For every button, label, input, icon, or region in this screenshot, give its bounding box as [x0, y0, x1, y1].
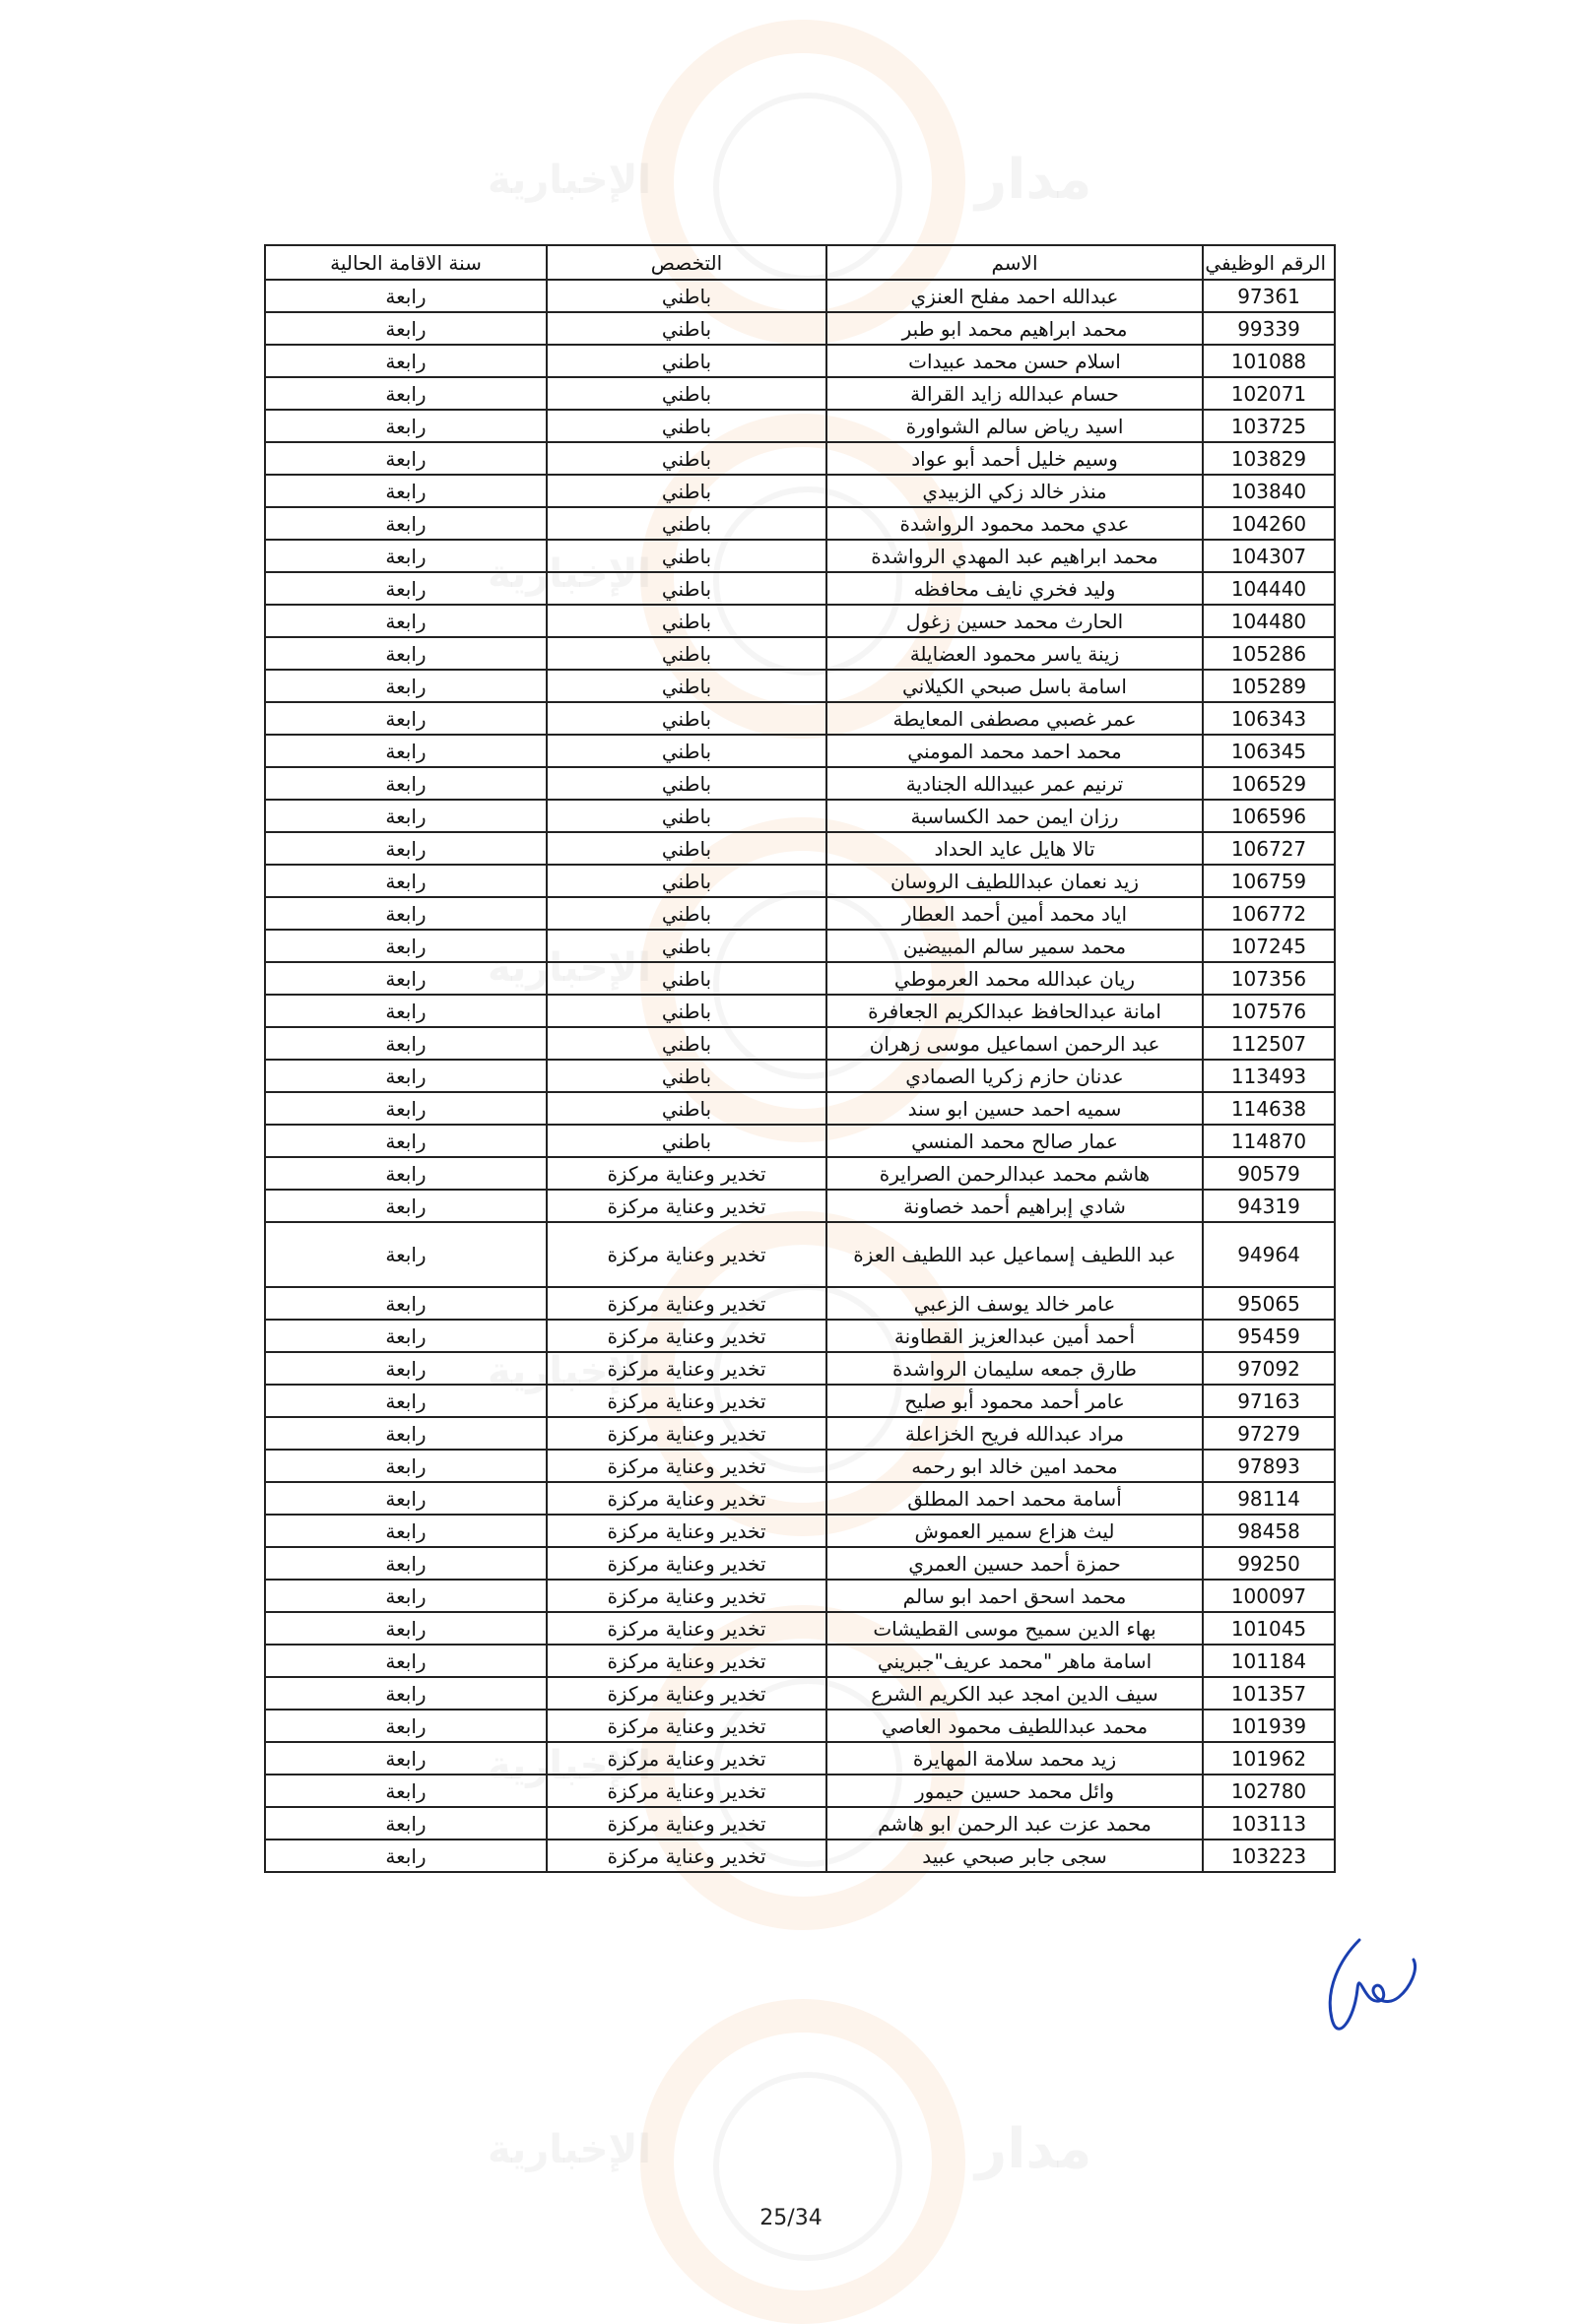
cell-specialty: تخدير وعناية مركزة [547, 1157, 826, 1190]
cell-employee-id: 99250 [1203, 1547, 1335, 1580]
watermark-brand-small: الإخبارية [488, 551, 651, 597]
table-row [265, 1515, 1335, 1547]
cell-employee-id: 101088 [1203, 345, 1335, 377]
cell-employee-id: 101939 [1203, 1710, 1335, 1742]
watermark-brand-large: مدار [975, 2117, 1092, 2181]
cell-residency-year: رابعة [265, 312, 547, 345]
cell-residency-year: رابعة [265, 1092, 547, 1125]
cell-residency-year: رابعة [265, 1840, 547, 1872]
cell-specialty: تخدير وعناية مركزة [547, 1352, 826, 1385]
table-row [265, 1840, 1335, 1872]
cell-name: هاشم محمد عبدالرحمن الصرايرة [826, 1157, 1203, 1190]
cell-specialty: باطني [547, 507, 826, 540]
cell-name: محمد عزت عبد الرحمن ابو هاشم [826, 1807, 1203, 1840]
cell-name: عمر غصبي مصطفى المعايطة [826, 702, 1203, 735]
cell-specialty: تخدير وعناية مركزة [547, 1190, 826, 1222]
cell-residency-year: رابعة [265, 572, 547, 605]
cell-name: محمد اسحق احمد ابو سالم [826, 1580, 1203, 1612]
cell-employee-id: 106759 [1203, 865, 1335, 897]
table-row [265, 1807, 1335, 1840]
cell-employee-id: 95459 [1203, 1320, 1335, 1352]
cell-specialty: تخدير وعناية مركزة [547, 1580, 826, 1612]
header-residency-year: سنة الاقامة الحالية [265, 245, 547, 280]
header-name: الاسم [826, 245, 1203, 280]
table-row [265, 670, 1335, 702]
cell-specialty: تخدير وعناية مركزة [547, 1775, 826, 1807]
table-row [265, 280, 1335, 312]
cell-residency-year: رابعة [265, 475, 547, 507]
table-row [265, 410, 1335, 442]
cell-employee-id: 98114 [1203, 1482, 1335, 1515]
cell-residency-year: رابعة [265, 1352, 547, 1385]
cell-specialty: باطني [547, 442, 826, 475]
cell-specialty: باطني [547, 995, 826, 1027]
watermark-logo-bottom [640, 1999, 965, 2324]
table-row [265, 962, 1335, 995]
cell-employee-id: 97893 [1203, 1450, 1335, 1482]
cell-specialty: باطني [547, 637, 826, 670]
cell-employee-id: 97163 [1203, 1385, 1335, 1417]
cell-employee-id: 103113 [1203, 1807, 1335, 1840]
cell-employee-id: 101357 [1203, 1677, 1335, 1710]
cell-employee-id: 103829 [1203, 442, 1335, 475]
cell-name: محمد ابراهيم محمد ابو طبر [826, 312, 1203, 345]
cell-employee-id: 100097 [1203, 1580, 1335, 1612]
cell-residency-year: رابعة [265, 1157, 547, 1190]
table-row [265, 312, 1335, 345]
watermark-brand-small: الإخبارية [488, 1743, 651, 1788]
table-row [265, 800, 1335, 832]
cell-employee-id: 106772 [1203, 897, 1335, 930]
cell-residency-year: رابعة [265, 1385, 547, 1417]
cell-name: أحمد أمين عبدالعزيز القطاونة [826, 1320, 1203, 1352]
cell-residency-year: رابعة [265, 1580, 547, 1612]
page-number: 25/34 [759, 2206, 823, 2230]
watermark-brand-large: مدار [975, 148, 1092, 212]
cell-employee-id: 94964 [1203, 1222, 1335, 1287]
cell-employee-id: 113493 [1203, 1060, 1335, 1092]
table-row [265, 1222, 1335, 1287]
cell-employee-id: 114870 [1203, 1125, 1335, 1157]
table-row [265, 345, 1335, 377]
cell-residency-year: رابعة [265, 865, 547, 897]
cell-specialty: تخدير وعناية مركزة [547, 1515, 826, 1547]
watermark-brand-small: الإخبارية [488, 945, 651, 991]
cell-employee-id: 99339 [1203, 312, 1335, 345]
cell-residency-year: رابعة [265, 1807, 547, 1840]
cell-name: رزان ايمن حمد الكساسبة [826, 800, 1203, 832]
cell-name: أسامة محمد احمد المطلق [826, 1482, 1203, 1515]
table-row [265, 637, 1335, 670]
cell-employee-id: 97361 [1203, 280, 1335, 312]
table-row [265, 1417, 1335, 1450]
cell-specialty: باطني [547, 832, 826, 865]
cell-specialty: باطني [547, 735, 826, 767]
cell-residency-year: رابعة [265, 410, 547, 442]
cell-specialty: تخدير وعناية مركزة [547, 1742, 826, 1775]
table-row [265, 897, 1335, 930]
cell-employee-id: 106343 [1203, 702, 1335, 735]
cell-residency-year: رابعة [265, 1515, 547, 1547]
cell-residency-year: رابعة [265, 1060, 547, 1092]
cell-specialty: باطني [547, 702, 826, 735]
cell-name: ليث هزاع سمير العموش [826, 1515, 1203, 1547]
cell-employee-id: 106345 [1203, 735, 1335, 767]
cell-employee-id: 106727 [1203, 832, 1335, 865]
cell-employee-id: 107245 [1203, 930, 1335, 962]
cell-employee-id: 106529 [1203, 767, 1335, 800]
cell-specialty: باطني [547, 1060, 826, 1092]
cell-employee-id: 105289 [1203, 670, 1335, 702]
cell-name: عبد الرحمن اسماعيل موسى زهران [826, 1027, 1203, 1060]
table-row [265, 1580, 1335, 1612]
header-specialty: التخصص [547, 245, 826, 280]
cell-residency-year: رابعة [265, 1547, 547, 1580]
cell-employee-id: 103840 [1203, 475, 1335, 507]
cell-residency-year: رابعة [265, 1222, 547, 1287]
cell-name: محمد عبداللطيف محمود العاصي [826, 1710, 1203, 1742]
cell-employee-id: 101184 [1203, 1645, 1335, 1677]
cell-employee-id: 102780 [1203, 1775, 1335, 1807]
cell-employee-id: 106596 [1203, 800, 1335, 832]
cell-specialty: باطني [547, 377, 826, 410]
cell-specialty: تخدير وعناية مركزة [547, 1807, 826, 1840]
cell-specialty: تخدير وعناية مركزة [547, 1677, 826, 1710]
table-row [265, 475, 1335, 507]
watermark-brand-small: الإخبارية [488, 2127, 651, 2172]
cell-residency-year: رابعة [265, 735, 547, 767]
table-row [265, 1645, 1335, 1677]
cell-specialty: تخدير وعناية مركزة [547, 1385, 826, 1417]
cell-name: وسيم خليل أحمد أبو عواد [826, 442, 1203, 475]
cell-specialty: تخدير وعناية مركزة [547, 1287, 826, 1320]
cell-name: الحارث محمد حسين زغول [826, 605, 1203, 637]
cell-name: وائل محمد حسين حيمور [826, 1775, 1203, 1807]
cell-name: عدي محمد محمود الرواشدة [826, 507, 1203, 540]
cell-name: عدنان حازم زكريا الصمادي [826, 1060, 1203, 1092]
cell-specialty: باطني [547, 767, 826, 800]
cell-residency-year: رابعة [265, 1710, 547, 1742]
watermark-brand-small: الإخبارية [488, 1349, 651, 1394]
cell-specialty: تخدير وعناية مركزة [547, 1645, 826, 1677]
table-row [265, 1320, 1335, 1352]
cell-residency-year: رابعة [265, 800, 547, 832]
cell-residency-year: رابعة [265, 832, 547, 865]
table-row [265, 1092, 1335, 1125]
table-row [265, 767, 1335, 800]
cell-residency-year: رابعة [265, 1320, 547, 1352]
cell-specialty: تخدير وعناية مركزة [547, 1710, 826, 1742]
cell-name: محمد امين خالد ابو رحمه [826, 1450, 1203, 1482]
table-row [265, 1547, 1335, 1580]
table-row [265, 930, 1335, 962]
cell-residency-year: رابعة [265, 280, 547, 312]
cell-specialty: تخدير وعناية مركزة [547, 1222, 826, 1287]
cell-specialty: تخدير وعناية مركزة [547, 1840, 826, 1872]
cell-name: عمار صالح محمد المنسي [826, 1125, 1203, 1157]
cell-name: سميه احمد حسين ابو سند [826, 1092, 1203, 1125]
cell-employee-id: 104440 [1203, 572, 1335, 605]
cell-name: اسامة باسل صبحي الكيلاني [826, 670, 1203, 702]
cell-name: ترنيم عمر عبيدالله الجنادية [826, 767, 1203, 800]
table-body [265, 280, 1335, 1872]
cell-residency-year: رابعة [265, 1742, 547, 1775]
cell-residency-year: رابعة [265, 605, 547, 637]
cell-employee-id: 102071 [1203, 377, 1335, 410]
cell-name: اسيد رياض سالم الشواورة [826, 410, 1203, 442]
table-row [265, 1352, 1335, 1385]
cell-employee-id: 97092 [1203, 1352, 1335, 1385]
cell-employee-id: 105286 [1203, 637, 1335, 670]
table-row [265, 605, 1335, 637]
table-row [265, 1710, 1335, 1742]
cell-name: اسامة ماهر "محمد عريف"جبريني [826, 1645, 1203, 1677]
cell-name: زيد محمد سلامة المهايرة [826, 1742, 1203, 1775]
cell-residency-year: رابعة [265, 345, 547, 377]
cell-residency-year: رابعة [265, 1027, 547, 1060]
table-row [265, 442, 1335, 475]
cell-name: منذر خالد زكي الزبيدي [826, 475, 1203, 507]
cell-name: محمد ابراهيم عبد المهدي الرواشدة [826, 540, 1203, 572]
cell-residency-year: رابعة [265, 507, 547, 540]
table-header-row [265, 245, 1335, 280]
cell-name: بهاء الدين سميح موسى القطيشات [826, 1612, 1203, 1645]
watermark-brand-small: الإخبارية [488, 158, 651, 203]
table-row [265, 1060, 1335, 1092]
cell-employee-id: 90579 [1203, 1157, 1335, 1190]
table-row [265, 1027, 1335, 1060]
table-row [265, 702, 1335, 735]
cell-name: مراد عبدالله فريح الخزاعلة [826, 1417, 1203, 1450]
cell-employee-id: 107576 [1203, 995, 1335, 1027]
cell-employee-id: 101045 [1203, 1612, 1335, 1645]
cell-employee-id: 95065 [1203, 1287, 1335, 1320]
cell-employee-id: 94319 [1203, 1190, 1335, 1222]
cell-employee-id: 103223 [1203, 1840, 1335, 1872]
cell-employee-id: 104480 [1203, 605, 1335, 637]
table-row [265, 1385, 1335, 1417]
cell-residency-year: رابعة [265, 540, 547, 572]
cell-name: تالا هايل عايد الحداد [826, 832, 1203, 865]
residents-table [264, 244, 1336, 1873]
cell-specialty: تخدير وعناية مركزة [547, 1450, 826, 1482]
cell-residency-year: رابعة [265, 962, 547, 995]
cell-specialty: باطني [547, 475, 826, 507]
cell-residency-year: رابعة [265, 1450, 547, 1482]
cell-specialty: تخدير وعناية مركزة [547, 1482, 826, 1515]
cell-specialty: تخدير وعناية مركزة [547, 1417, 826, 1450]
cell-residency-year: رابعة [265, 670, 547, 702]
cell-name: طارق جمعه سليمان الرواشدة [826, 1352, 1203, 1385]
cell-name: سيف الدين امجد عبد الكريم الشرع [826, 1677, 1203, 1710]
cell-residency-year: رابعة [265, 637, 547, 670]
cell-residency-year: رابعة [265, 377, 547, 410]
cell-name: اسلام حسن محمد عبيدات [826, 345, 1203, 377]
cell-specialty: باطني [547, 1125, 826, 1157]
table-row [265, 1157, 1335, 1190]
cell-specialty: باطني [547, 410, 826, 442]
cell-residency-year: رابعة [265, 1612, 547, 1645]
table-row [265, 1677, 1335, 1710]
cell-specialty: باطني [547, 280, 826, 312]
cell-residency-year: رابعة [265, 1482, 547, 1515]
table-row [265, 1482, 1335, 1515]
table-row [265, 735, 1335, 767]
table-row [265, 572, 1335, 605]
cell-specialty: تخدير وعناية مركزة [547, 1320, 826, 1352]
table-row [265, 1612, 1335, 1645]
cell-employee-id: 103725 [1203, 410, 1335, 442]
cell-employee-id: 98458 [1203, 1515, 1335, 1547]
cell-name: شادي إبراهيم أحمد خصاونة [826, 1190, 1203, 1222]
cell-name: عبد اللطيف إسماعيل عبد اللطيف العزة [826, 1222, 1203, 1287]
cell-residency-year: رابعة [265, 1417, 547, 1450]
cell-specialty: باطني [547, 1027, 826, 1060]
cell-name: محمد احمد محمد المومني [826, 735, 1203, 767]
cell-specialty: باطني [547, 540, 826, 572]
cell-name: اياد محمد أمين أحمد العطار [826, 897, 1203, 930]
cell-name: وليد فخري نايف محافظه [826, 572, 1203, 605]
table-row [265, 1287, 1335, 1320]
header-employee-id: الرقم الوظيفي [1203, 245, 1335, 280]
cell-employee-id: 112507 [1203, 1027, 1335, 1060]
cell-specialty: باطني [547, 865, 826, 897]
cell-name: زينة ياسر محمود العضايلة [826, 637, 1203, 670]
cell-residency-year: رابعة [265, 1190, 547, 1222]
cell-name: محمد سمير سالم المبيضين [826, 930, 1203, 962]
table-row [265, 865, 1335, 897]
cell-name: سجى جابر صبحي عبيد [826, 1840, 1203, 1872]
cell-name: امانة عبدالحافظ عبدالكريم الجعافرة [826, 995, 1203, 1027]
cell-employee-id: 101962 [1203, 1742, 1335, 1775]
table-row [265, 1190, 1335, 1222]
cell-residency-year: رابعة [265, 930, 547, 962]
cell-specialty: باطني [547, 670, 826, 702]
cell-name: عامر خالد يوسف الزعبي [826, 1287, 1203, 1320]
cell-specialty: باطني [547, 345, 826, 377]
table-row [265, 1775, 1335, 1807]
cell-specialty: باطني [547, 312, 826, 345]
table-row [265, 1450, 1335, 1482]
signature-mark [1320, 1910, 1428, 2048]
table-row [265, 377, 1335, 410]
cell-specialty: باطني [547, 800, 826, 832]
cell-specialty: تخدير وعناية مركزة [547, 1612, 826, 1645]
table-row [265, 832, 1335, 865]
cell-specialty: باطني [547, 572, 826, 605]
cell-specialty: باطني [547, 930, 826, 962]
table-row [265, 507, 1335, 540]
cell-residency-year: رابعة [265, 767, 547, 800]
table-row [265, 1742, 1335, 1775]
cell-residency-year: رابعة [265, 1125, 547, 1157]
cell-residency-year: رابعة [265, 1775, 547, 1807]
cell-residency-year: رابعة [265, 1677, 547, 1710]
cell-employee-id: 104307 [1203, 540, 1335, 572]
cell-name: زيد نعمان عبداللطيف الروسان [826, 865, 1203, 897]
cell-specialty: باطني [547, 605, 826, 637]
cell-employee-id: 114638 [1203, 1092, 1335, 1125]
cell-residency-year: رابعة [265, 897, 547, 930]
cell-name: ريان عبدالله محمد العرموطي [826, 962, 1203, 995]
cell-residency-year: رابعة [265, 702, 547, 735]
cell-residency-year: رابعة [265, 442, 547, 475]
cell-name: حسام عبدالله زايد القرالة [826, 377, 1203, 410]
cell-residency-year: رابعة [265, 995, 547, 1027]
cell-residency-year: رابعة [265, 1645, 547, 1677]
cell-specialty: باطني [547, 962, 826, 995]
cell-specialty: تخدير وعناية مركزة [547, 1547, 826, 1580]
cell-name: عبدالله احمد مفلح العنزي [826, 280, 1203, 312]
cell-employee-id: 107356 [1203, 962, 1335, 995]
table-row [265, 540, 1335, 572]
cell-residency-year: رابعة [265, 1287, 547, 1320]
cell-employee-id: 104260 [1203, 507, 1335, 540]
cell-name: حمزة أحمد حسين العمري [826, 1547, 1203, 1580]
table-row [265, 1125, 1335, 1157]
cell-specialty: باطني [547, 897, 826, 930]
table-row [265, 995, 1335, 1027]
cell-specialty: باطني [547, 1092, 826, 1125]
cell-employee-id: 97279 [1203, 1417, 1335, 1450]
cell-name: عامر أحمد محمود أبو صليح [826, 1385, 1203, 1417]
